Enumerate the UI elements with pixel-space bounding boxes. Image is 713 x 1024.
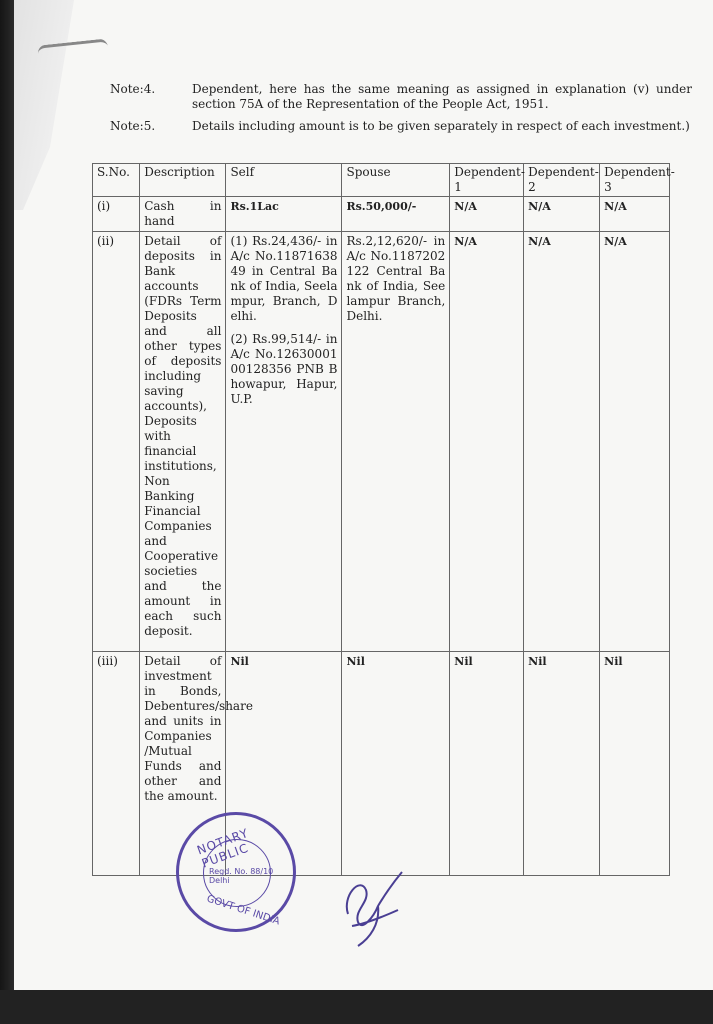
self-deposit-1: (1) Rs.24,436/- in A/c No.1187163849 in Central Bank of India, Seelampur, Branch, Delhi. <box>230 234 338 323</box>
cell-dependent-2: N/A <box>524 232 600 652</box>
cell-dependent-3: N/A <box>600 197 670 232</box>
cell-sno: (ii) <box>93 232 140 652</box>
note-5 <box>110 119 700 151</box>
table-row <box>93 232 670 652</box>
cell-dependent-2: N/A <box>524 197 600 232</box>
cell-description: Detail of deposits in Bank accounts (FDRs Term Deposits and all other types of deposits including saving accounts), Deposits with financial institutions, Non Banking Financial Companies and Cooperative societies and the amount in each such deposit. <box>140 232 226 652</box>
cell-description: Cash in hand <box>140 197 226 232</box>
note-label: Note:5. <box>110 119 156 133</box>
stamp-top-text: NOTARY PUBLIC <box>195 825 251 871</box>
stamp-bottom-text: GOVT OF INDIA <box>205 893 282 928</box>
background-bottom <box>0 990 713 1024</box>
spacer <box>230 324 337 332</box>
cell-description: Detail of investment in Bonds, Debentures/share and units in Companies /Mutual Funds and other and the amount. <box>140 652 226 876</box>
cell-spouse: Nil <box>342 652 450 876</box>
table-row <box>93 197 670 232</box>
note-label: Note:4. <box>110 82 156 96</box>
header-dependent-2: Dependent-2 <box>524 164 600 197</box>
table-header-row <box>93 164 670 197</box>
cell-sno: (iii) <box>93 652 140 876</box>
notary-stamp <box>176 812 296 932</box>
note-text: Dependent, here has the same meaning as assigned in explanation (v) under section 75A of the Representation of the People Act, 1951. <box>192 82 692 111</box>
self-deposit-2: (2) Rs.99,514/- in A/c No.1263000100128356 PNB Bhowapur, Hapur, U.P. <box>230 332 338 406</box>
cell-spouse: Rs.50,000/- <box>342 197 450 232</box>
cell-dependent-1: Nil <box>450 652 524 876</box>
page-fold <box>14 0 74 210</box>
header-sno: S.No. <box>93 164 140 197</box>
header-spouse: Spouse <box>342 164 450 197</box>
cell-dependent-3: N/A <box>600 232 670 652</box>
cell-dependent-1: N/A <box>450 232 524 652</box>
header-dependent-3: Dependent-3 <box>600 164 670 197</box>
note-text: Details including amount is to be given separately in respect of each investment.) <box>192 119 690 133</box>
cell-dependent-1: N/A <box>450 197 524 232</box>
cell-spouse: Rs.2,12,620/- in A/c No.1187202122 Central Bank of India, Seelampur Branch, Delhi. <box>342 232 450 652</box>
cell-dependent-3: Nil <box>600 652 670 876</box>
note-4 <box>110 82 700 114</box>
cell-self: Rs.1Lac <box>226 197 342 232</box>
signature <box>340 866 410 950</box>
header-self: Self <box>226 164 342 197</box>
cell-self: Nil <box>226 652 342 876</box>
cell-self <box>226 232 342 652</box>
cell-dependent-2: Nil <box>524 652 600 876</box>
header-dependent-1: Dependent-1 <box>450 164 524 197</box>
assets-table <box>92 163 675 876</box>
table-row <box>93 652 670 876</box>
header-description: Description <box>140 164 226 197</box>
cell-sno: (i) <box>93 197 140 232</box>
stamp-middle-text: Regd. No. 88/10 Delhi <box>209 867 274 885</box>
